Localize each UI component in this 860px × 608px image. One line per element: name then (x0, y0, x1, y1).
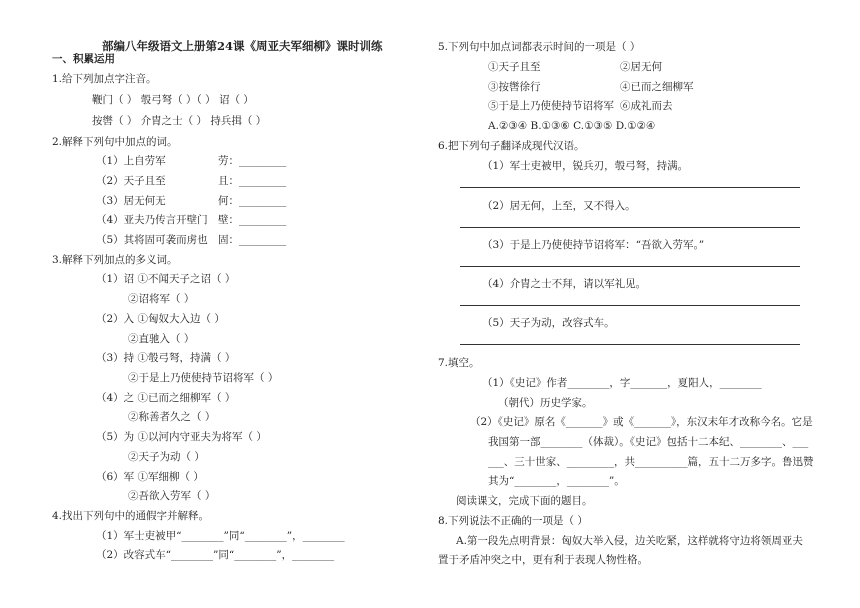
question-5-option: ②居无何 (620, 61, 662, 73)
answer-line (460, 344, 800, 345)
question-2-sentence: （5）其将固可袭而虏也 (96, 234, 208, 246)
question-6-stem: 6.把下列句子翻译成现代汉语。 (438, 140, 585, 152)
reading-instruction: 阅读课文，完成下面的题目。 (456, 495, 593, 507)
question-7-line: （朝代）历史学家。 (498, 397, 593, 409)
question-7-line: 其为“________，________”。 (488, 475, 625, 487)
question-5-stem: 5.下列句中加点词都表示时间的一项是（ ） (438, 41, 641, 53)
question-5-option: ③按辔徐行 (488, 81, 541, 93)
question-8-option: 置于矛盾冲突之中，更有利于表现人物性格。 (438, 554, 648, 566)
question-1-stem: 1.给下列加点字注音。 (52, 73, 157, 85)
question-2-answer: 壁：_________ (218, 214, 287, 226)
question-6-sentence: （2）居无何，上至，又不得入。 (482, 200, 636, 212)
question-7-line: ___、三十世家、_________，共__________篇，五十二万多字。鲁迅赞 (488, 456, 814, 468)
question-2-answer: 固：_________ (218, 234, 287, 246)
question-7-line: 我国第一部________（体裁）。《史记》包括十二本纪、________、___ (488, 436, 809, 448)
question-5-option: ⑥成礼而去 (620, 100, 673, 112)
question-2-answer: 何：_________ (218, 195, 287, 207)
answer-line (460, 187, 800, 188)
question-3-line: （6）军 ①军细柳（ ） (96, 471, 204, 483)
question-8-option: A.第一段先点明背景：匈奴大举入侵，边关吃紧，这样就将守边将领周亚夫 (456, 535, 803, 547)
question-3-line: ②称善者久之（ ） (128, 411, 216, 423)
question-3-line: （3）持 ①彀弓弩，持满（ ） (96, 352, 236, 364)
question-7-stem: 7.填空。 (438, 357, 480, 369)
question-5-option: ④已而之细柳军 (620, 81, 694, 93)
question-3-line: ②于是上乃使使持节诏将军（ ） (128, 372, 279, 384)
right-column (430, 0, 860, 608)
answer-line (460, 227, 800, 228)
question-5-option: ⑤于是上乃使使持节诏将军 (488, 100, 614, 112)
question-1-row: 按辔（ ） 介胄之士（ ） 持兵揖（ ） (92, 115, 267, 127)
question-5-choices: A.②③④ B.①③⑥ C.①③⑤ D.①②④ (488, 120, 656, 132)
question-3-line: ②直驰入（ ） (128, 333, 195, 345)
question-3-line: （2）入 ①匈奴大入边（ ） (96, 313, 225, 325)
question-2-answer: 且：_________ (218, 175, 287, 187)
question-3-line: （4）之 ①已而之细柳军（ ） (96, 392, 236, 404)
question-6-sentence: （3）于是上乃使使持节诏将军：“吾欲入劳军。” (482, 239, 705, 251)
question-3-line: ②天子为动（ ） (128, 451, 205, 463)
question-4-stem: 4.找出下列句中的通假字并解释。 (52, 510, 210, 522)
question-7-line: （2）《史记》原名《_______》或《_______》，东汉末年才改称今名。它是 (470, 416, 813, 428)
question-2-stem: 2.解释下列句中加点的词。 (52, 136, 178, 148)
question-4-line: （2）改容式车“________”同“________”，________ (96, 549, 335, 561)
question-3-line: ②诏将军（ ） (128, 293, 195, 305)
question-6-sentence: （5）天子为动，改容式车。 (482, 317, 615, 329)
question-4-line: （1）军士吏被甲“________”同“________”，________ (96, 530, 345, 542)
question-6-sentence: （4）介胄之士不拜，请以军礼见。 (482, 278, 647, 290)
question-6-sentence: （1）军士吏被甲，锐兵刃，彀弓弩，持满。 (482, 160, 689, 172)
question-2-answer: 劳：_________ (218, 155, 287, 167)
question-2-sentence: （3）居无何无 (96, 195, 166, 207)
question-3-line: （1）诏 ①不闻天子之诏（ ） (96, 273, 236, 285)
question-3-line: ②吾欲入劳军（ ） (128, 490, 216, 502)
question-3-line: （5）为 ①以河内守亚夫为将军（ ） (96, 431, 267, 443)
question-2-sentence: （2）天子且至 (96, 175, 166, 187)
question-2-sentence: （1）上自劳军 (96, 155, 166, 167)
question-5-option: ①天子且至 (488, 61, 541, 73)
question-8-stem: 8.下列说法不正确的一项是（ ） (438, 515, 588, 527)
question-3-stem: 3.解释下列加点的多义词。 (52, 254, 178, 266)
worksheet-title: 部编八年级语文上册第24课《周亚夫军细柳》课时训练 (102, 39, 383, 53)
question-7-line: （1）《史记》作者________，字_______，夏阳人，________ (482, 377, 762, 389)
question-1-row: 鞭门（ ） 彀弓弩（ ）（ ） 诏（ ） (92, 94, 254, 106)
answer-line (460, 305, 800, 306)
question-2-sentence: （4）亚夫乃传言开壁门 (96, 214, 208, 226)
answer-line (460, 266, 800, 267)
section-heading: 一、积累运用 (52, 53, 115, 65)
